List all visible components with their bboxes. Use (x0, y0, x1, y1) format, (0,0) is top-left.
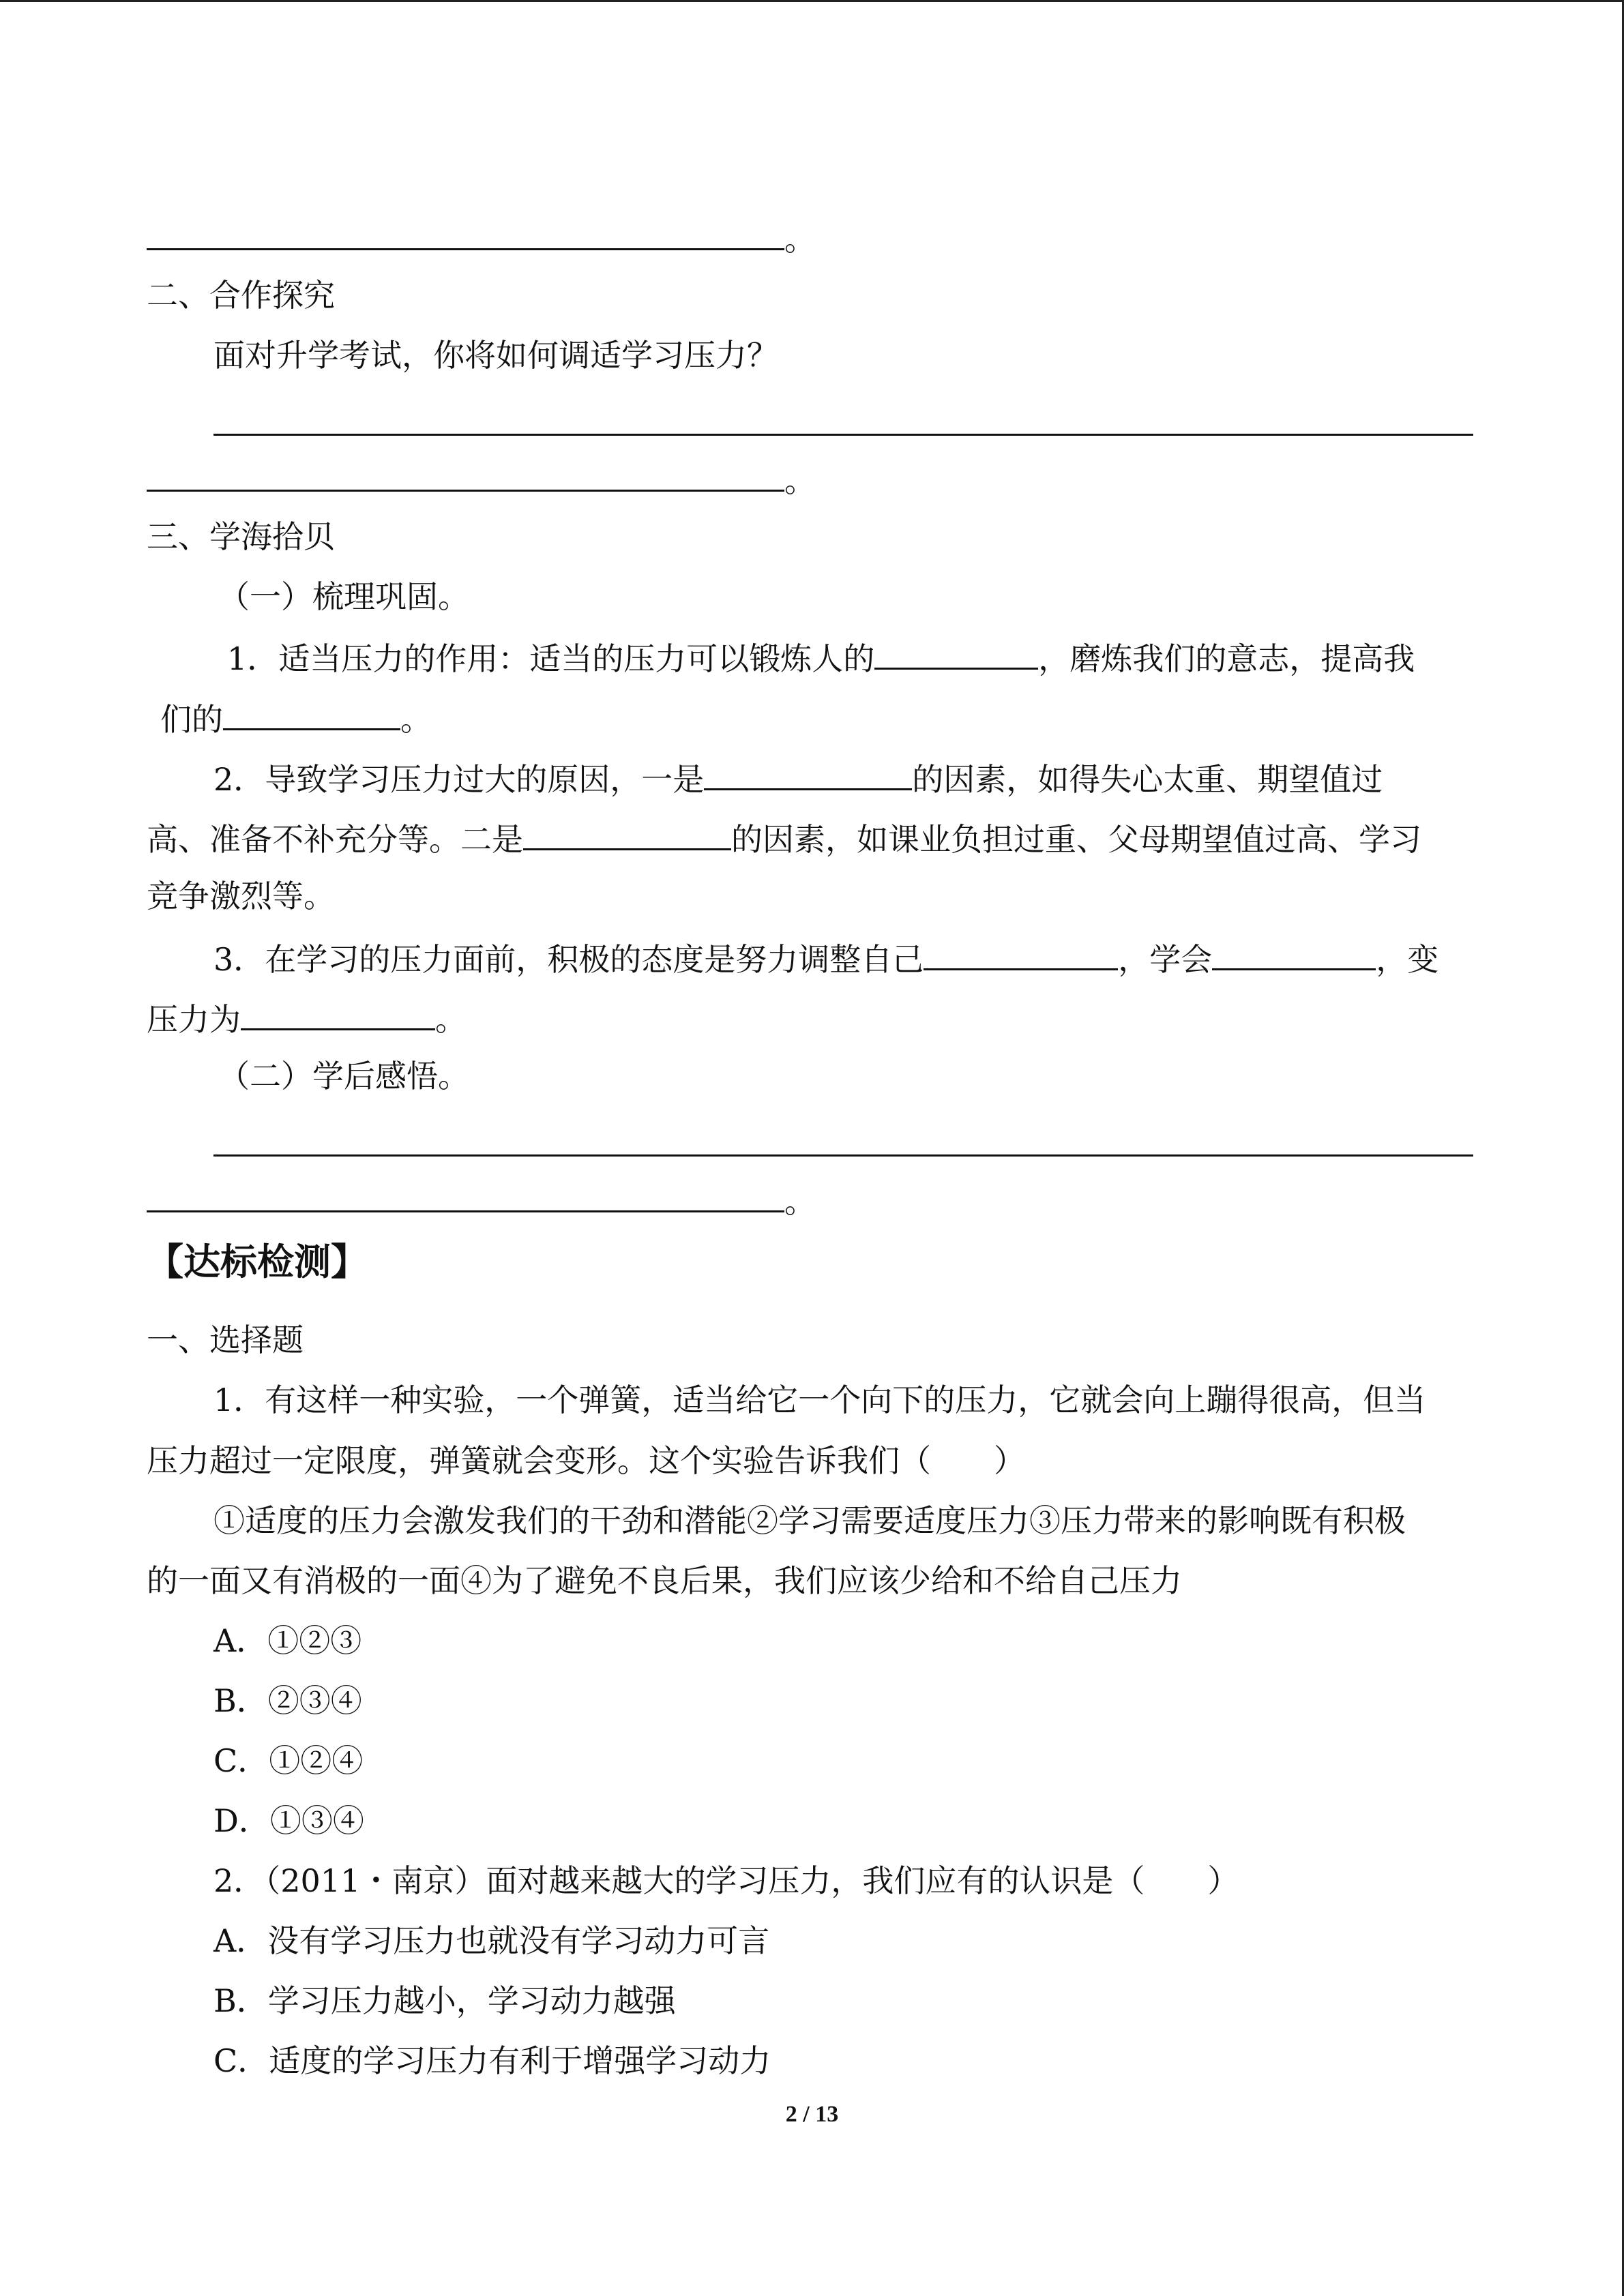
answer-rule-full[interactable] (213, 1154, 1473, 1157)
test-section-title: 一、选择题 (147, 1322, 304, 1358)
item1-line1: 1．适当压力的作用：适当的压力可以锻炼人的 ，磨炼我们的意志，提高我 (227, 635, 1415, 679)
q1-option-d[interactable]: D．①③④ (213, 1802, 364, 1839)
fill-blank[interactable] (523, 816, 731, 850)
q1-stem-line2: 压力超过一定限度，弹簧就会变形。这个实验告诉我们（ ） (147, 1442, 1025, 1479)
test-heading: 【达标检测】 (147, 1240, 368, 1283)
xuehai-subsection-1: （一）梳理巩固。 (218, 578, 469, 615)
q2-option-a[interactable]: A．没有学习压力也就没有学习动力可言 (213, 1922, 770, 1959)
item3-line2: 压力为 。 (147, 996, 467, 1040)
q1-option-b[interactable]: B．②③④ (213, 1682, 362, 1719)
answer-blank[interactable] (147, 457, 784, 492)
fill-blank[interactable] (874, 635, 1038, 670)
page-number: 2 / 13 (785, 2102, 839, 2127)
q1-stem-line1: 1．有这样一种实验，一个弹簧，适当给它一个向下的压力，它就会向上蹦得很高，但当 (213, 1382, 1426, 1418)
item3-line1: 3．在学习的压力面前，积极的态度是努力调整自己 ，学会 ，变 (213, 936, 1438, 980)
fill-blank[interactable] (1212, 936, 1376, 970)
fill-blank[interactable] (241, 996, 435, 1030)
q2-stem: 2．（2011・南京）面对越来越大的学习压力，我们应有的认识是（ ） (213, 1862, 1239, 1899)
fill-blank[interactable] (223, 696, 400, 730)
q1-statements-line1: ①适度的压力会激发我们的干劲和潜能②学习需要适度压力③压力带来的影响既有积极 (213, 1502, 1406, 1539)
xuehai-title: 三、学海拾贝 (147, 518, 335, 555)
answer-blank[interactable] (147, 1178, 784, 1212)
fill-blank[interactable] (704, 756, 912, 790)
reflection-answer-line: 。 (147, 1178, 816, 1222)
answer-rule-full[interactable] (213, 434, 1473, 436)
answer-line-prev: 。 (147, 215, 816, 260)
item1-line2: 们的 。 (160, 696, 432, 740)
q1-statements-line2: 的一面又有消极的一面④为了避免不良后果，我们应该少给和不给自己压力 (147, 1562, 1182, 1599)
cooperation-title: 二、合作探究 (147, 277, 335, 314)
q2-option-b[interactable]: B．学习压力越小，学习动力越强 (213, 1982, 676, 2019)
item2-line1: 2．导致学习压力过大的原因，一是 的因素，如得失心太重、期望值过 (213, 756, 1383, 800)
q1-option-c[interactable]: C．①②④ (213, 1742, 364, 1779)
item2-line2: 高、准备不补充分等。二是 的因素，如课业负担过重、父母期望值过高、学习 (147, 816, 1421, 860)
xuehai-subsection-2: （二）学后感悟。 (218, 1058, 469, 1094)
q2-option-c[interactable]: C．适度的学习压力有利于增强学习动力 (213, 2042, 771, 2079)
cooperation-question: 面对升学考试，你将如何调适学习压力？ (213, 337, 778, 374)
cooperation-answer-line: 。 (147, 457, 816, 501)
answer-blank[interactable] (147, 215, 784, 250)
page-border-top (0, 0, 1624, 2)
q1-option-a[interactable]: A．①②③ (213, 1622, 362, 1659)
item2-line3: 竞争激烈等。 (147, 878, 335, 914)
fill-blank[interactable] (924, 936, 1118, 970)
